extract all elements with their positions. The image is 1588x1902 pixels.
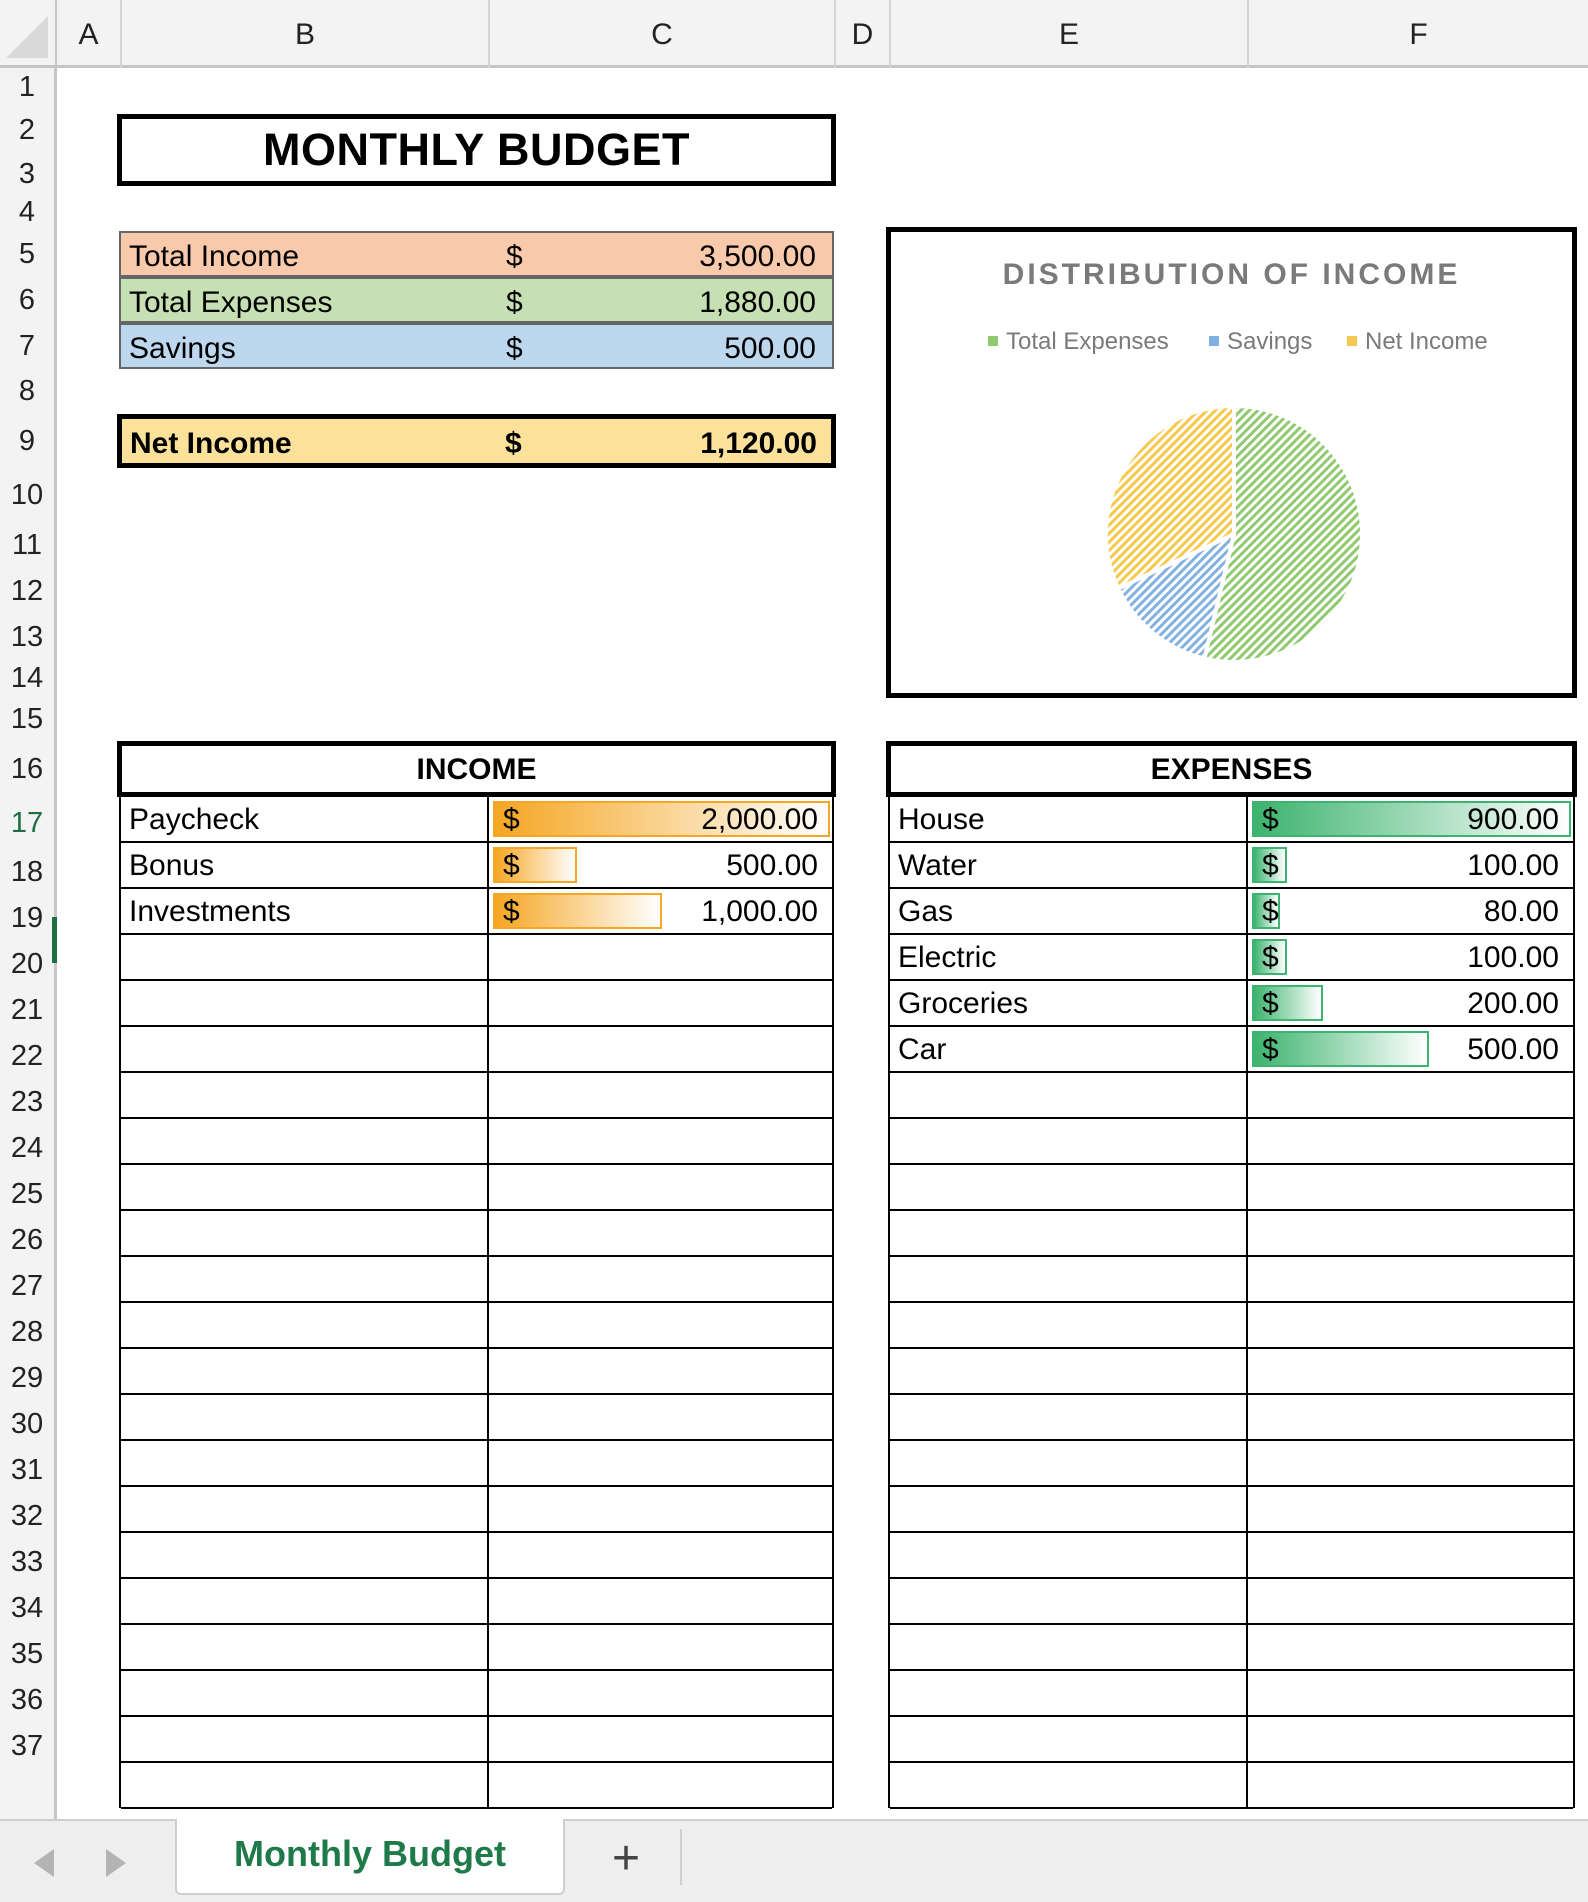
income-row[interactable] — [121, 1211, 832, 1257]
income-label-cell[interactable] — [121, 1257, 489, 1301]
row-header-5[interactable]: 5 — [18, 238, 36, 270]
summary-value: 500.00 — [724, 332, 816, 365]
row-header-30[interactable]: 30 — [10, 1408, 44, 1440]
expense-currency: $ — [1262, 987, 1279, 1020]
expense-row[interactable] — [890, 1211, 1573, 1257]
chart-title: DISTRIBUTION OF INCOME — [1002, 258, 1461, 291]
expense-amount-cell[interactable] — [1248, 1165, 1573, 1209]
summary-row-total-income[interactable] — [119, 231, 834, 277]
expense-row[interactable] — [890, 1395, 1573, 1441]
expense-amount-cell[interactable] — [1248, 981, 1573, 1025]
scroll-tabs-left-icon[interactable] — [30, 1847, 60, 1879]
income-value: 1,000.00 — [701, 895, 818, 928]
expense-row[interactable] — [890, 1533, 1573, 1579]
income-header: INCOME — [117, 741, 836, 797]
column-header-c[interactable]: C — [490, 0, 836, 68]
income-amount-cell[interactable] — [489, 1395, 832, 1439]
row-header-29[interactable]: 29 — [10, 1362, 44, 1394]
expense-row[interactable] — [890, 1303, 1573, 1349]
expense-label-cell[interactable] — [890, 1487, 1248, 1531]
net-income-row[interactable] — [117, 414, 836, 468]
expense-value: 100.00 — [1467, 849, 1559, 882]
income-label-cell[interactable]: Paycheck — [121, 797, 489, 841]
expense-label-cell[interactable]: Electric — [890, 935, 1248, 979]
row-header-3[interactable]: 3 — [18, 158, 36, 190]
income-row[interactable] — [121, 1533, 832, 1579]
expense-row[interactable] — [890, 1579, 1573, 1625]
expense-label-cell[interactable] — [890, 1717, 1248, 1761]
expense-label-cell[interactable] — [890, 1257, 1248, 1301]
expense-amount-cell[interactable] — [1248, 1441, 1573, 1485]
expense-amount-cell[interactable] — [1248, 1119, 1573, 1163]
row-header-26[interactable]: 26 — [10, 1224, 44, 1256]
income-currency: $ — [503, 803, 520, 836]
income-amount-cell[interactable] — [489, 1533, 832, 1577]
legend-label: Net Income — [1365, 328, 1488, 355]
income-row[interactable] — [121, 889, 832, 935]
row-header-35[interactable]: 35 — [10, 1638, 44, 1670]
net-income-label: Net Income — [130, 427, 292, 460]
income-row[interactable] — [121, 797, 832, 843]
expense-label-cell[interactable]: Gas — [890, 889, 1248, 933]
income-amount-cell[interactable] — [489, 1717, 832, 1761]
summary-row-savings[interactable] — [119, 323, 834, 369]
add-sheet-button[interactable]: + — [611, 1832, 641, 1885]
expense-row[interactable] — [890, 1165, 1573, 1211]
income-amount-cell[interactable] — [489, 1303, 832, 1347]
income-table — [119, 797, 834, 1808]
income-row[interactable] — [121, 1717, 832, 1763]
expense-amount-cell[interactable] — [1248, 1487, 1573, 1531]
income-row[interactable] — [121, 1487, 832, 1533]
income-row[interactable] — [121, 1165, 832, 1211]
income-amount-cell[interactable] — [489, 981, 832, 1025]
income-amount-cell[interactable] — [489, 1625, 832, 1669]
summary-label: Total Income — [129, 240, 300, 273]
column-header-f[interactable]: F — [1409, 18, 1428, 51]
income-label-cell[interactable] — [121, 1211, 489, 1255]
summary-currency: $ — [506, 332, 523, 365]
income-row[interactable] — [121, 1625, 832, 1671]
income-amount-cell[interactable] — [489, 797, 832, 841]
row-header-24[interactable]: 24 — [10, 1132, 44, 1164]
scroll-tabs-right-icon[interactable] — [100, 1847, 130, 1879]
income-amount-cell[interactable] — [489, 1763, 832, 1807]
income-row[interactable] — [121, 1579, 832, 1625]
column-header-b[interactable]: B — [122, 0, 490, 68]
row-header-18[interactable]: 18 — [10, 856, 44, 888]
income-label-cell[interactable] — [121, 1441, 489, 1485]
income-label-cell[interactable] — [121, 1579, 489, 1623]
expense-label-cell[interactable] — [890, 1533, 1248, 1577]
income-label-cell[interactable] — [121, 1395, 489, 1439]
expense-row[interactable] — [890, 1487, 1573, 1533]
expense-row[interactable] — [890, 981, 1573, 1027]
expense-row[interactable] — [890, 797, 1573, 843]
row-header-6[interactable]: 6 — [18, 284, 36, 316]
expense-amount-cell[interactable] — [1248, 1257, 1573, 1301]
expense-row[interactable] — [890, 1349, 1573, 1395]
expenses-header: EXPENSES — [886, 741, 1577, 797]
row-header-2[interactable]: 2 — [18, 114, 36, 146]
income-label-cell[interactable] — [121, 1027, 489, 1071]
income-row[interactable] — [121, 843, 832, 889]
income-label-cell[interactable] — [121, 1349, 489, 1393]
income-row[interactable] — [121, 1257, 832, 1303]
row-header-19[interactable]: 19 — [10, 902, 44, 934]
expense-label-cell[interactable] — [890, 1579, 1248, 1623]
income-label-cell[interactable] — [121, 935, 489, 979]
expense-label-cell[interactable] — [890, 1165, 1248, 1209]
income-amount-cell[interactable] — [489, 1349, 832, 1393]
income-label-cell[interactable] — [121, 1303, 489, 1347]
income-row[interactable] — [121, 1763, 832, 1809]
expense-amount-cell[interactable] — [1248, 935, 1573, 979]
expense-amount-cell[interactable] — [1248, 1349, 1573, 1393]
row-header-23[interactable]: 23 — [10, 1086, 44, 1118]
expense-label-cell[interactable]: Water — [890, 843, 1248, 887]
row-header-8[interactable]: 8 — [18, 375, 36, 407]
income-row[interactable] — [121, 1303, 832, 1349]
income-label-cell[interactable]: Investments — [121, 889, 489, 933]
income-amount-cell[interactable] — [489, 1211, 832, 1255]
income-amount-cell[interactable] — [489, 1119, 832, 1163]
expenses-table — [888, 797, 1575, 1808]
income-amount-cell[interactable] — [489, 889, 832, 933]
expense-label-cell[interactable] — [890, 1395, 1248, 1439]
expense-label-cell[interactable] — [890, 1119, 1248, 1163]
active-row-indicator — [52, 917, 57, 963]
expense-row[interactable] — [890, 1671, 1573, 1717]
expense-label-cell[interactable] — [890, 1671, 1248, 1715]
income-label-cell[interactable] — [121, 1165, 489, 1209]
expense-label-cell[interactable] — [890, 1073, 1248, 1117]
income-label-cell[interactable] — [121, 1119, 489, 1163]
income-label-cell[interactable]: Bonus — [121, 843, 489, 887]
expense-label-cell[interactable]: Groceries — [890, 981, 1248, 1025]
summary-currency: $ — [506, 240, 523, 273]
income-currency: $ — [503, 895, 520, 928]
row-header-4[interactable]: 4 — [18, 196, 36, 228]
row-header-27[interactable]: 27 — [10, 1270, 44, 1302]
expense-amount-cell[interactable] — [1248, 1671, 1573, 1715]
expense-amount-cell[interactable] — [1248, 1303, 1573, 1347]
row-header-11[interactable]: 11 — [11, 529, 43, 561]
expense-amount-cell[interactable] — [1248, 1395, 1573, 1439]
income-row[interactable] — [121, 981, 832, 1027]
row-header-20[interactable]: 20 — [10, 948, 44, 980]
income-amount-cell[interactable] — [489, 1487, 832, 1531]
income-amount-cell[interactable] — [489, 1579, 832, 1623]
tab-separator — [680, 1829, 682, 1885]
income-row[interactable] — [121, 1671, 832, 1717]
expense-amount-cell[interactable] — [1248, 1533, 1573, 1577]
legend-label: Savings — [1227, 328, 1313, 355]
expense-row[interactable] — [890, 1027, 1573, 1073]
summary-value: 1,880.00 — [699, 286, 816, 319]
expense-amount-cell[interactable] — [1248, 1579, 1573, 1623]
row-header-36[interactable]: 36 — [10, 1684, 44, 1716]
expense-currency: $ — [1262, 803, 1279, 836]
row-header-column — [0, 68, 57, 1819]
expense-amount-cell[interactable] — [1248, 1763, 1573, 1807]
income-row[interactable] — [121, 1027, 832, 1073]
budget-title: MONTHLY BUDGET — [117, 114, 836, 186]
expense-value: 100.00 — [1467, 941, 1559, 974]
expense-currency: $ — [1262, 941, 1279, 974]
expense-currency: $ — [1262, 895, 1279, 928]
row-header-1[interactable]: 1 — [18, 71, 36, 103]
expense-row[interactable] — [890, 889, 1573, 935]
row-header-34[interactable]: 34 — [10, 1592, 44, 1624]
expense-label-cell[interactable]: Car — [890, 1027, 1248, 1071]
expense-amount-cell[interactable] — [1248, 1027, 1573, 1071]
income-amount-cell[interactable] — [489, 1671, 832, 1715]
row-header-12[interactable]: 12 — [10, 575, 44, 607]
net-income-value: 1,120.00 — [700, 427, 817, 460]
income-label-cell[interactable] — [121, 1671, 489, 1715]
summary-label: Total Expenses — [129, 286, 333, 319]
expense-amount-cell[interactable] — [1248, 797, 1573, 841]
income-amount-cell[interactable] — [489, 1027, 832, 1071]
expense-amount-cell[interactable] — [1248, 889, 1573, 933]
column-header-e[interactable]: E — [891, 0, 1249, 68]
income-distribution-chart[interactable] — [886, 227, 1577, 698]
select-all-corner[interactable] — [0, 0, 57, 68]
pie-chart — [891, 232, 1572, 693]
row-header-32[interactable]: 32 — [10, 1500, 44, 1532]
income-value: 500.00 — [726, 849, 818, 882]
expense-label-cell[interactable] — [890, 1625, 1248, 1669]
row-header-15[interactable]: 15 — [10, 703, 44, 735]
income-amount-cell[interactable] — [489, 935, 832, 979]
expense-row[interactable] — [890, 1441, 1573, 1487]
expense-row[interactable] — [890, 935, 1573, 981]
income-row[interactable] — [121, 1119, 832, 1165]
sheet-tab-monthly-budget[interactable]: Monthly Budget — [175, 1819, 565, 1895]
income-row[interactable] — [121, 1349, 832, 1395]
expense-row[interactable] — [890, 1073, 1573, 1119]
expense-row[interactable] — [890, 1763, 1573, 1809]
expense-value: 900.00 — [1467, 803, 1559, 836]
row-header-14[interactable]: 14 — [10, 662, 44, 694]
income-value: 2,000.00 — [701, 803, 818, 836]
net-income-currency: $ — [505, 427, 522, 460]
expense-label-cell[interactable]: House — [890, 797, 1248, 841]
row-header-10[interactable]: 10 — [10, 479, 44, 511]
expense-amount-cell[interactable] — [1248, 1717, 1573, 1761]
sheet-tab-bar — [0, 1819, 1588, 1902]
expense-label-cell[interactable] — [890, 1211, 1248, 1255]
income-row[interactable] — [121, 1395, 832, 1441]
expense-value: 80.00 — [1483, 895, 1559, 928]
income-label-cell[interactable] — [121, 981, 489, 1025]
income-label-cell[interactable] — [121, 1533, 489, 1577]
column-header-d[interactable]: D — [836, 0, 891, 68]
row-header-9[interactable]: 9 — [18, 425, 36, 457]
row-header-21[interactable]: 21 — [10, 994, 44, 1026]
income-amount-cell[interactable] — [489, 1165, 832, 1209]
expense-currency: $ — [1262, 1033, 1279, 1066]
expense-row[interactable] — [890, 1257, 1573, 1303]
expense-amount-cell[interactable] — [1248, 843, 1573, 887]
expense-row[interactable] — [890, 843, 1573, 889]
expense-label-cell[interactable] — [890, 1303, 1248, 1347]
expense-value: 500.00 — [1467, 1033, 1559, 1066]
income-label-cell[interactable] — [121, 1487, 489, 1531]
select-all-triangle-icon — [4, 10, 52, 60]
expense-row[interactable] — [890, 1717, 1573, 1763]
income-label-cell[interactable] — [121, 1763, 489, 1807]
summary-row-total-expenses[interactable] — [119, 277, 834, 323]
income-amount-cell[interactable] — [489, 1257, 832, 1301]
expense-label-cell[interactable] — [890, 1763, 1248, 1807]
summary-value: 3,500.00 — [699, 240, 816, 273]
row-header-22[interactable]: 22 — [10, 1040, 44, 1072]
income-amount-cell[interactable] — [489, 1073, 832, 1117]
column-header-a[interactable]: A — [57, 0, 122, 68]
row-header-28[interactable]: 28 — [10, 1316, 44, 1348]
expense-amount-cell[interactable] — [1248, 1625, 1573, 1669]
expense-row[interactable] — [890, 1625, 1573, 1671]
income-currency: $ — [503, 849, 520, 882]
income-amount-cell[interactable] — [489, 1441, 832, 1485]
income-row[interactable] — [121, 1073, 832, 1119]
expense-label-cell[interactable] — [890, 1349, 1248, 1393]
income-label-cell[interactable] — [121, 1073, 489, 1117]
legend-label: Total Expenses — [1006, 328, 1169, 355]
expense-row[interactable] — [890, 1119, 1573, 1165]
income-label-cell[interactable] — [121, 1717, 489, 1761]
column-header-bar — [0, 0, 1588, 68]
expense-value: 200.00 — [1467, 987, 1559, 1020]
row-header-13[interactable]: 13 — [10, 621, 44, 653]
row-header-16[interactable]: 16 — [10, 753, 44, 785]
row-header-37[interactable]: 37 — [10, 1730, 44, 1762]
row-header-7[interactable]: 7 — [18, 330, 36, 362]
row-header-17[interactable]: 17 — [10, 807, 44, 839]
income-row[interactable] — [121, 1441, 832, 1487]
expense-currency: $ — [1262, 849, 1279, 882]
income-amount-cell[interactable] — [489, 843, 832, 887]
summary-currency: $ — [506, 286, 523, 319]
income-row[interactable] — [121, 935, 832, 981]
expense-amount-cell[interactable] — [1248, 1073, 1573, 1117]
row-header-25[interactable]: 25 — [10, 1178, 44, 1210]
expense-label-cell[interactable] — [890, 1441, 1248, 1485]
summary-label: Savings — [129, 332, 236, 365]
expense-amount-cell[interactable] — [1248, 1211, 1573, 1255]
row-header-33[interactable]: 33 — [10, 1546, 44, 1578]
row-header-31[interactable]: 31 — [10, 1454, 44, 1486]
income-label-cell[interactable] — [121, 1625, 489, 1669]
